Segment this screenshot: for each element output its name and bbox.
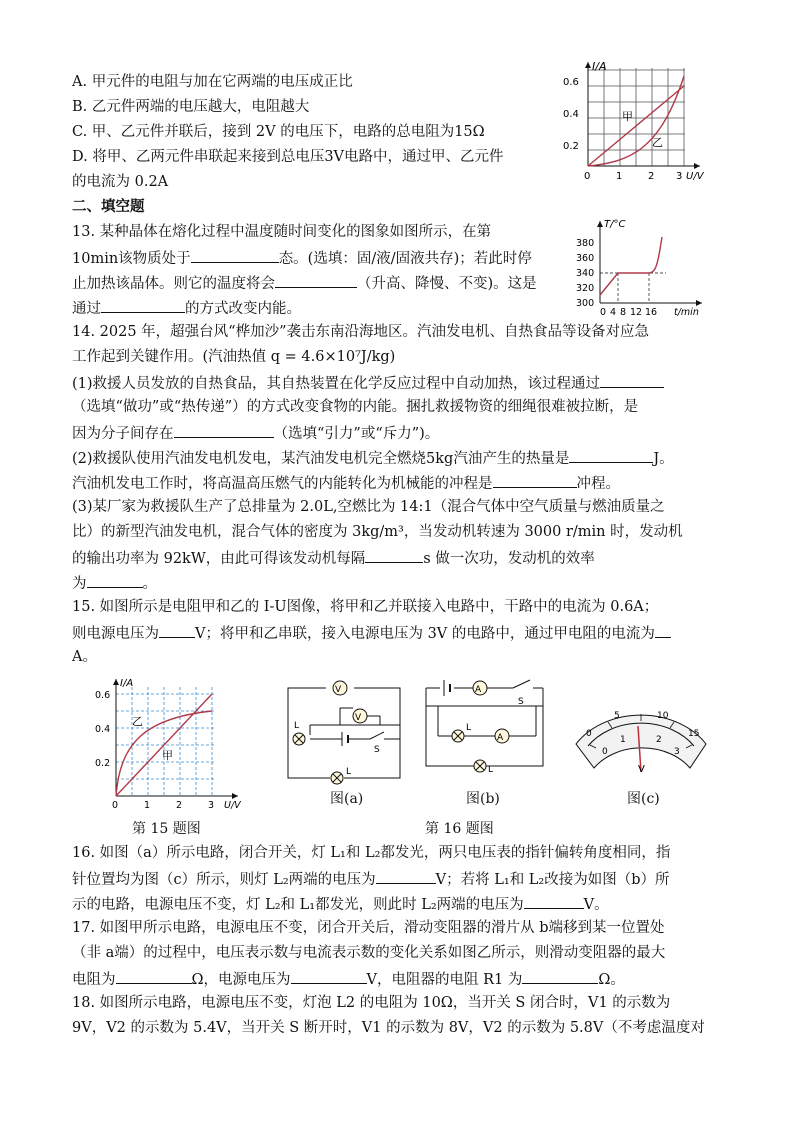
answer-blank xyxy=(291,968,367,984)
answer-blank xyxy=(101,297,185,313)
scale-bot: 1 xyxy=(620,735,626,745)
x-tick: 0 xyxy=(112,800,119,811)
option-d: D. 将甲、乙两元件串联起来接到总电压3V电路中，通过甲、乙元件 xyxy=(72,149,504,165)
circuit-a xyxy=(280,680,420,800)
x-label: U/V xyxy=(686,171,704,182)
y-tick: 380 xyxy=(576,238,595,249)
q14-p1-line2: （选填“做功”或“热传递”）的方式改变食物的内能。捆扎救援物资的细绳很难被拉断，是 xyxy=(72,399,639,415)
answer-blank xyxy=(365,547,423,563)
label-yi: 乙 xyxy=(132,715,143,728)
caption-b: 图(b) xyxy=(466,791,500,807)
answer-blank xyxy=(174,422,274,438)
q17-line2: （非 a端）的过程中，电压表示数与电流表示数的变化关系如图乙所示，则滑动变阻器的最大 xyxy=(72,945,666,961)
caption-fig16: 第 16 题图 xyxy=(425,821,494,837)
q14-p2-line1: (2)救援队使用汽油发电机发电，某汽油发电机完全燃烧5kg汽油产生的热量是 J。 xyxy=(72,447,674,469)
lamp-l2: L xyxy=(294,721,300,731)
q13-line3: 止加热该晶体。则它的温度将会 （升高、降慢、不变)。这是 xyxy=(72,272,537,294)
y-label: I/A xyxy=(120,678,134,689)
y-tick: 0.6 xyxy=(563,77,579,88)
section-heading: 二、填空题 xyxy=(72,198,145,215)
q14-p3-line3: 的输出功率为 92kW，由此可得该发动机每隔 s 做一次功，发动机的效率 xyxy=(72,547,595,569)
q13-line4: 通过 的方式改变内能。 xyxy=(72,297,301,319)
meter-unit: V xyxy=(638,764,645,775)
y-tick: 0.2 xyxy=(95,758,111,769)
answer-blank xyxy=(569,447,653,463)
y-label: I/A xyxy=(592,60,607,73)
q14-p2-line2: 汽油机发电工作时，将高温高压燃气的内能转化为机械能的冲程是 冲程。 xyxy=(72,472,620,494)
q18-line1: 18. 如图所示电路，电源电压不变，灯泡 L2 的电阻为 10Ω，当开关 S 闭合时，V1 的示数为 xyxy=(72,995,671,1011)
y-label: T/°C xyxy=(604,219,626,230)
scale-top: 0 xyxy=(586,729,592,739)
answer-blank xyxy=(275,272,357,288)
label-jia: 甲 xyxy=(622,110,633,123)
option-a: A. 甲元件的电阻与加在它两端的电压成正比 xyxy=(72,74,353,90)
q14-p3-line1: (3)某厂家为救援队生产了总排量为 2.0L,空燃比为 14:1（混合气体中空气质量与燃油质量之 xyxy=(72,499,665,515)
meter-a2: A xyxy=(497,733,504,743)
answer-blank xyxy=(116,968,192,984)
circuit-b xyxy=(418,676,553,794)
x-tick: 3 xyxy=(208,800,215,811)
x-tick: 3 xyxy=(676,171,683,182)
q14-p3-line2: 比）的新型汽油发电机，混合气体的密度为 3kg/m³，当发动机转速为 3000 r/min 时，发动机 xyxy=(72,524,683,540)
caption-c: 图(c) xyxy=(627,791,660,807)
y-tick: 340 xyxy=(576,268,595,279)
answer-blank xyxy=(87,572,143,588)
label-yi: 乙 xyxy=(652,136,663,149)
melting-graph xyxy=(570,215,710,320)
meter-v2: V xyxy=(335,685,342,695)
x-label: U/V xyxy=(224,800,241,811)
y-tick: 0.6 xyxy=(95,690,111,701)
q18-line2: 9V，V2 的示数为 5.4V，当开关 S 断开时，V1 的示数为 8V，V2 的示数为 5.8V（不考虑温度对 xyxy=(72,1020,705,1036)
x-tick: 8 xyxy=(620,307,627,318)
lamp-l2: L xyxy=(488,765,494,775)
y-tick: 300 xyxy=(576,298,595,309)
x-label: t/min xyxy=(674,307,699,318)
y-tick: 320 xyxy=(576,283,595,294)
y-tick: 360 xyxy=(576,253,595,264)
scale-top: 5 xyxy=(614,711,620,721)
x-tick: 2 xyxy=(176,800,183,811)
answer-blank xyxy=(493,472,577,488)
option-c: C. 甲、乙元件并联后，接到 2V 的电压下，电路的总电阻为15Ω xyxy=(72,124,485,140)
switch-s: S xyxy=(374,745,380,755)
option-d-cont: 的电流为 0.2A xyxy=(72,174,169,190)
q17-line1: 17. 如图甲所示电路，电源电压不变，闭合开关后，滑动变阻器的滑片从 b端移到某一位置处 xyxy=(72,920,665,936)
q16-line2: 针位置均为图（c）所示，则灯 L₂两端的电压为 V；若将 L₁和 L₂改接为如图（b）所 xyxy=(72,868,670,890)
answer-blank xyxy=(524,893,584,909)
answer-blank xyxy=(191,247,279,263)
q17-line3: 电阻为 Ω，电源电压为 V，电阻器的电阻 R1 为 Ω。 xyxy=(72,968,625,990)
x-tick: 12 xyxy=(630,307,643,318)
q14-p1-line1: (1)救援人员发放的自热食品，其自热装置在化学反应过程中自动加热，该过程通过 xyxy=(72,372,664,394)
caption-a: 图(a) xyxy=(330,791,364,807)
caption-fig15: 第 15 题图 xyxy=(132,821,201,837)
iu-graph-top xyxy=(560,58,710,183)
q14-p1-line3: 因为分子间存在 （选填“引力”或“斥力”)。 xyxy=(72,422,439,444)
meter-v1: V xyxy=(355,713,362,723)
x-tick: 1 xyxy=(144,800,151,811)
lamp-l1: L xyxy=(346,767,352,777)
q14-p3-line4: 为 。 xyxy=(72,572,157,594)
y-tick: 0.4 xyxy=(95,724,111,735)
x-tick: 4 xyxy=(610,307,617,318)
option-b: B. 乙元件两端的电压越大，电阻越大 xyxy=(72,99,310,115)
q14-line1: 14. 2025 年，超强台风“桦加沙”袭击东南沿海地区。汽油发电机、自热食品等设备对应急 xyxy=(72,324,650,340)
label-jia: 甲 xyxy=(162,749,173,762)
q16-line3: 示的电路，电源电压不变，灯 L₂和 L₁都发光，则此时 L₂两端的电压为 V。 xyxy=(72,893,609,915)
scale-top: 10 xyxy=(657,711,669,721)
scale-bot: 3 xyxy=(674,747,680,757)
y-tick: 0.2 xyxy=(563,141,579,152)
answer-blank xyxy=(655,622,671,638)
q16-line1: 16. 如图（a）所示电路，闭合开关，灯 L₁和 L₂都发光，两只电压表的指针偏转角度相同，指 xyxy=(72,845,671,861)
x-tick: 2 xyxy=(648,171,655,182)
scale-bot: 2 xyxy=(656,735,662,745)
answer-blank xyxy=(600,372,664,388)
answer-blank xyxy=(376,868,436,884)
answer-blank xyxy=(522,968,598,984)
q15-line1: 15. 如图所示是电阻甲和乙的 I-U图像，将甲和乙并联接入电路中，干路中的电流为 0.6A； xyxy=(72,599,659,615)
x-tick: 0 xyxy=(600,307,607,318)
x-tick: 16 xyxy=(645,307,658,318)
answer-blank xyxy=(159,622,195,638)
voltmeter-dial xyxy=(572,696,712,778)
q15-line2: 则电源电压为 V；将甲和乙串联，接入电源电压为 3V 的电路中，通过甲电阻的电流为 xyxy=(72,622,671,644)
q14-line2: 工作起到关键作用。(汽油热值 q = 4.6×10⁷J/kg) xyxy=(72,349,396,365)
iu-graph-q15 xyxy=(90,673,255,813)
switch-s: S xyxy=(518,697,524,707)
x-tick: 1 xyxy=(616,171,623,182)
x-tick: 0 xyxy=(584,171,591,182)
q13-line1: 13. 某种晶体在熔化过程中温度随时间变化的图象如图所示，在第 xyxy=(72,224,492,240)
scale-top: 15 xyxy=(688,729,700,739)
scale-bot: 0 xyxy=(602,747,608,757)
meter-a1: A xyxy=(475,685,482,695)
q13-line2: 10min该物质处于 态。(选填：固/液/固液共存)；若此时停 xyxy=(72,247,532,269)
y-tick: 0.4 xyxy=(563,109,579,120)
lamp-l1: L xyxy=(466,723,472,733)
q15-line3: A。 xyxy=(72,649,97,665)
